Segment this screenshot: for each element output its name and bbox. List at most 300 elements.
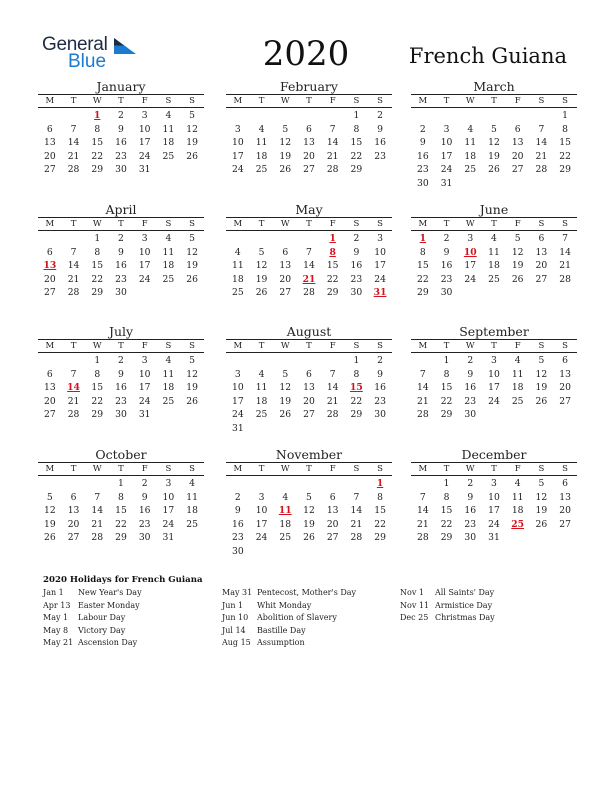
day-cell: 3 [165,478,172,489]
day-cell: 25 [232,287,244,299]
day-cell: 27 [44,287,56,299]
day-cell: 5 [538,355,545,366]
weekday-label: T [306,219,312,229]
weekday-label: T [443,96,450,106]
day-cell: 24 [488,518,500,530]
day-cell: 10 [488,368,500,380]
day-cell: 18 [232,273,244,285]
holiday-name: Ascension Day [78,638,138,647]
day-grid [411,232,577,300]
empty-cell [482,109,506,123]
holiday-date: Dec 25 [400,613,429,622]
day-cell: 27 [67,532,80,544]
day-cell: 5 [491,123,497,135]
day-cell: 27 [535,273,548,285]
day-cell: 23 [115,150,127,162]
day-cell: 20 [303,150,315,162]
month-november [226,447,392,559]
day-cell: 27 [279,287,292,299]
day-cell: 19 [279,150,292,162]
day-cell: 1 [443,478,450,489]
day-cell: 23 [417,164,429,176]
year-title: 2020 [262,34,350,74]
empty-cell [273,109,297,123]
day-cell: 1 [94,355,101,366]
day-cell: 3 [258,491,265,503]
day-cell: 14 [417,505,429,517]
empty-cell [250,109,274,123]
day-grid [226,232,392,300]
holiday-name: Assumption [257,638,305,647]
day-cell: 11 [186,491,198,503]
weekday-label: W [280,464,290,474]
day-cell: 28 [326,409,339,421]
day-cell: 1 [353,355,360,366]
day-cell: 14 [67,137,80,149]
day-cell: 12 [279,137,292,149]
day-cell: 6 [562,478,568,489]
day-cell: 3 [491,478,497,489]
weekday-header [411,339,577,353]
day-cell: 23 [350,273,363,285]
weekday-label: T [118,341,124,351]
holiday-date: May 31 [222,588,253,597]
weekday-label: S [377,96,383,106]
day-cell: 19 [255,273,268,285]
day-cell: 1 [118,478,124,489]
day-cell: 21 [417,518,429,530]
day-cell: 12 [535,368,548,380]
empty-cell [85,477,109,491]
empty-cell [62,477,86,491]
holiday-list [43,573,573,647]
weekday-label: S [562,464,568,474]
holiday-date: Nov 11 [400,600,430,610]
holiday-name: Armistice Day [435,600,493,610]
day-cell: 26 [535,518,548,530]
day-cell: 5 [282,368,289,380]
day-cell: 14 [67,260,80,272]
day-grid [38,109,204,177]
day-cell: 23 [464,395,477,407]
day-grid [226,109,392,177]
day-cell: 29 [374,532,386,544]
day-cell: 16 [115,137,127,149]
day-cell: 14 [417,382,429,394]
day-cell: 3 [377,233,383,244]
weekday-label: T [258,464,265,474]
month-july [38,324,204,422]
day-cell: 3 [141,233,148,244]
day-cell: 10 [138,368,151,380]
day-cell: 22 [417,273,429,285]
holiday-date: Jun 10 [222,613,249,622]
day-cell: 11 [255,382,268,394]
day-cell: 18 [162,382,175,394]
holiday-date: Jul 14 [222,625,246,635]
weekday-label: M [45,96,55,106]
weekday-label: T [306,464,312,474]
day-cell: 29 [440,532,453,544]
day-cell: 19 [535,505,548,517]
day-cell: 15 [374,505,386,517]
day-cell: 13 [511,137,524,149]
holiday-name: Victory Day [78,625,126,635]
weekday-label: S [538,96,545,106]
weekday-label: T [443,341,450,351]
day-cell: 8 [443,368,450,380]
holiday-entry [222,612,356,625]
day-cell: 17 [488,505,500,517]
holiday-day-cell: 15 [349,382,363,394]
day-cell: 12 [303,505,315,517]
empty-cell [297,477,321,491]
day-cell: 2 [377,355,383,366]
day-cell: 26 [255,287,268,299]
day-cell: 10 [162,491,175,503]
day-cell: 13 [326,505,339,517]
day-cell: 22 [91,150,104,162]
day-cell: 6 [46,246,53,258]
holiday-date: Nov 1 [400,588,424,597]
day-cell: 15 [559,137,571,149]
logo-text-general: General [42,34,108,55]
day-cell: 10 [440,137,453,149]
day-cell: 2 [353,233,360,244]
weekday-label: W [92,464,102,474]
weekday-label: T [118,96,124,106]
day-cell: 29 [559,164,571,176]
day-cell: 9 [118,368,124,380]
day-cell: 6 [46,123,53,135]
day-cell: 4 [258,123,265,135]
day-cell: 16 [115,382,127,394]
holiday-entry [222,587,356,600]
day-cell: 8 [562,123,568,135]
month-title: January [96,79,146,94]
day-cell: 9 [467,368,474,380]
day-cell: 12 [186,246,198,258]
day-cell: 18 [488,260,500,272]
day-grid [411,354,577,422]
day-cell: 7 [94,491,101,503]
weekday-label: W [465,219,475,229]
day-cell: 4 [467,123,474,135]
day-cell: 19 [303,518,315,530]
weekday-label: S [353,341,360,351]
empty-cell [297,109,321,123]
weekday-label: S [165,464,172,474]
weekday-label: T [70,219,77,229]
day-cell: 17 [464,260,477,272]
day-cell: 16 [440,260,453,272]
weekday-label: T [306,341,312,351]
day-cell: 2 [141,478,148,489]
weekday-label: M [233,96,243,106]
day-cell: 2 [467,355,474,366]
day-cell: 16 [464,382,477,394]
day-cell: 16 [232,518,244,530]
day-cell: 18 [162,137,175,149]
day-cell: 13 [303,137,315,149]
day-cell: 20 [279,273,292,285]
day-cell: 7 [419,491,426,503]
day-cell: 24 [232,164,244,176]
weekday-label: S [189,341,195,351]
weekday-label: S [353,464,360,474]
day-cell: 18 [511,505,524,517]
day-cell: 15 [115,505,127,517]
weekday-label: T [118,464,124,474]
day-cell: 23 [115,395,127,407]
month-march [411,79,577,191]
weekday-label: S [165,96,172,106]
holiday-entry [400,600,495,613]
day-cell: 22 [350,395,363,407]
day-cell: 18 [186,505,198,517]
empty-cell [250,232,274,246]
day-cell: 27 [511,164,524,176]
month-title: August [286,324,332,339]
month-title: March [473,79,515,94]
holiday-entry [43,587,142,600]
day-grid [226,354,392,436]
day-cell: 30 [115,164,127,176]
empty-cell [62,109,86,123]
empty-cell [297,232,321,246]
weekday-label: T [443,219,450,229]
day-cell: 12 [44,505,56,517]
day-cell: 8 [353,123,360,135]
day-cell: 21 [67,395,80,407]
weekday-label: S [538,219,545,229]
day-cell: 11 [464,137,477,149]
day-cell: 24 [138,150,151,162]
holiday-name: Easter Monday [78,600,140,610]
day-cell: 20 [511,150,524,162]
day-cell: 10 [488,491,500,503]
day-cell: 9 [234,505,241,517]
day-cell: 7 [70,368,77,380]
day-cell: 28 [535,164,548,176]
day-cell: 12 [255,260,268,272]
month-title: February [280,79,338,94]
weekday-label: W [92,219,102,229]
empty-cell [38,477,62,491]
weekday-label: M [418,341,428,351]
day-cell: 26 [186,395,198,407]
weekday-label: S [377,341,383,351]
weekday-header [226,94,392,108]
day-cell: 30 [350,287,363,299]
empty-cell [38,354,62,368]
weekday-label: T [70,464,77,474]
day-cell: 20 [44,273,56,285]
day-cell: 22 [91,395,104,407]
day-cell: 14 [326,137,339,149]
weekday-header [226,217,392,231]
weekday-label: S [538,464,545,474]
month-may [226,202,392,300]
day-cell: 29 [326,287,339,299]
day-cell: 4 [258,368,265,380]
day-cell: 15 [91,260,104,272]
day-cell: 14 [326,382,339,394]
day-cell: 21 [91,518,104,530]
weekday-label: S [189,219,195,229]
day-cell: 16 [464,505,477,517]
day-cell: 6 [306,123,312,135]
holiday-entry [43,600,142,613]
day-cell: 24 [138,395,151,407]
holiday-day-cell: 10 [463,246,477,258]
day-cell: 28 [417,532,429,544]
weekday-label: T [491,96,497,106]
weekday-label: F [141,219,148,229]
holiday-date: May 8 [43,625,69,635]
weekday-label: F [329,219,336,229]
holiday-date: Jan 1 [43,588,64,597]
empty-cell [411,109,435,123]
weekday-label: T [491,341,497,351]
day-cell: 7 [562,233,568,244]
holiday-date: Jun 1 [222,600,244,610]
day-cell: 7 [353,491,360,503]
holiday-day-cell: 11 [278,505,292,517]
day-cell: 15 [91,137,104,149]
weekday-label: S [353,96,360,106]
month-december [411,447,577,545]
day-cell: 8 [377,491,383,503]
day-cell: 24 [162,518,175,530]
day-cell: 2 [118,233,124,244]
month-title: June [479,202,509,217]
day-cell: 25 [162,273,175,285]
day-cell: 26 [279,409,292,421]
day-cell: 8 [94,368,101,380]
day-cell: 22 [115,518,127,530]
day-cell: 18 [255,395,268,407]
month-title: November [275,447,343,462]
day-cell: 8 [443,491,450,503]
day-cell: 8 [353,368,360,380]
day-cell: 9 [377,368,383,380]
day-cell: 18 [511,382,524,394]
day-cell: 12 [186,123,198,135]
day-cell: 16 [350,260,363,272]
day-cell: 25 [488,273,500,285]
holiday-day-cell: 13 [43,260,57,272]
weekday-label: S [165,219,172,229]
weekday-label: W [280,341,290,351]
holiday-day-cell: 14 [67,382,80,394]
day-cell: 29 [417,287,429,299]
day-cell: 24 [138,273,151,285]
day-cell: 3 [141,110,148,121]
day-cell: 1 [562,110,568,121]
day-cell: 15 [440,505,453,517]
empty-cell [297,354,321,368]
day-cell: 9 [353,246,360,258]
day-cell: 18 [464,150,477,162]
weekday-label: T [258,341,265,351]
empty-cell [62,354,86,368]
day-cell: 17 [232,395,244,407]
day-cell: 27 [44,409,56,421]
country-title: French Guiana [408,44,567,68]
day-cell: 19 [535,382,548,394]
day-cell: 26 [186,150,198,162]
day-cell: 21 [535,150,548,162]
weekday-label: W [280,219,290,229]
day-cell: 28 [91,532,104,544]
weekday-label: M [45,219,55,229]
day-cell: 6 [538,233,545,244]
day-cell: 5 [514,233,521,244]
day-cell: 13 [535,246,548,258]
weekday-label: F [329,96,336,106]
day-cell: 22 [440,518,453,530]
day-cell: 26 [535,395,548,407]
day-cell: 17 [232,150,244,162]
day-cell: 1 [94,233,101,244]
empty-cell [345,477,369,491]
weekday-header [411,217,577,231]
weekday-label: S [377,464,383,474]
day-cell: 31 [138,409,151,421]
day-cell: 10 [232,382,244,394]
day-cell: 17 [255,518,268,530]
empty-cell [321,109,345,123]
day-cell: 6 [46,368,53,380]
month-title: July [108,324,134,339]
weekday-label: S [562,96,568,106]
day-cell: 15 [91,382,104,394]
day-cell: 28 [417,409,429,421]
holiday-entry [222,600,356,613]
empty-cell [435,109,459,123]
day-cell: 20 [559,382,571,394]
day-cell: 25 [464,164,477,176]
day-cell: 9 [141,491,148,503]
day-cell: 24 [374,273,386,285]
day-cell: 11 [232,260,244,272]
day-cell: 4 [189,478,195,489]
weekday-label: S [538,341,545,351]
empty-cell [273,477,297,491]
day-cell: 10 [255,505,268,517]
empty-cell [273,232,297,246]
day-cell: 2 [443,233,450,244]
day-cell: 26 [44,532,56,544]
day-cell: 27 [303,164,315,176]
weekday-label: F [514,219,521,229]
holiday-name: Bastille Day [257,625,306,635]
day-cell: 24 [464,273,477,285]
day-cell: 13 [279,260,292,272]
day-cell: 28 [67,409,80,421]
day-cell: 10 [232,137,244,149]
day-cell: 28 [67,164,80,176]
day-cell: 7 [538,123,545,135]
day-cell: 22 [91,273,104,285]
weekday-header [411,462,577,476]
day-grid [38,354,204,422]
day-cell: 9 [467,491,474,503]
day-cell: 17 [138,137,151,149]
day-grid [38,477,204,545]
day-cell: 12 [186,368,198,380]
